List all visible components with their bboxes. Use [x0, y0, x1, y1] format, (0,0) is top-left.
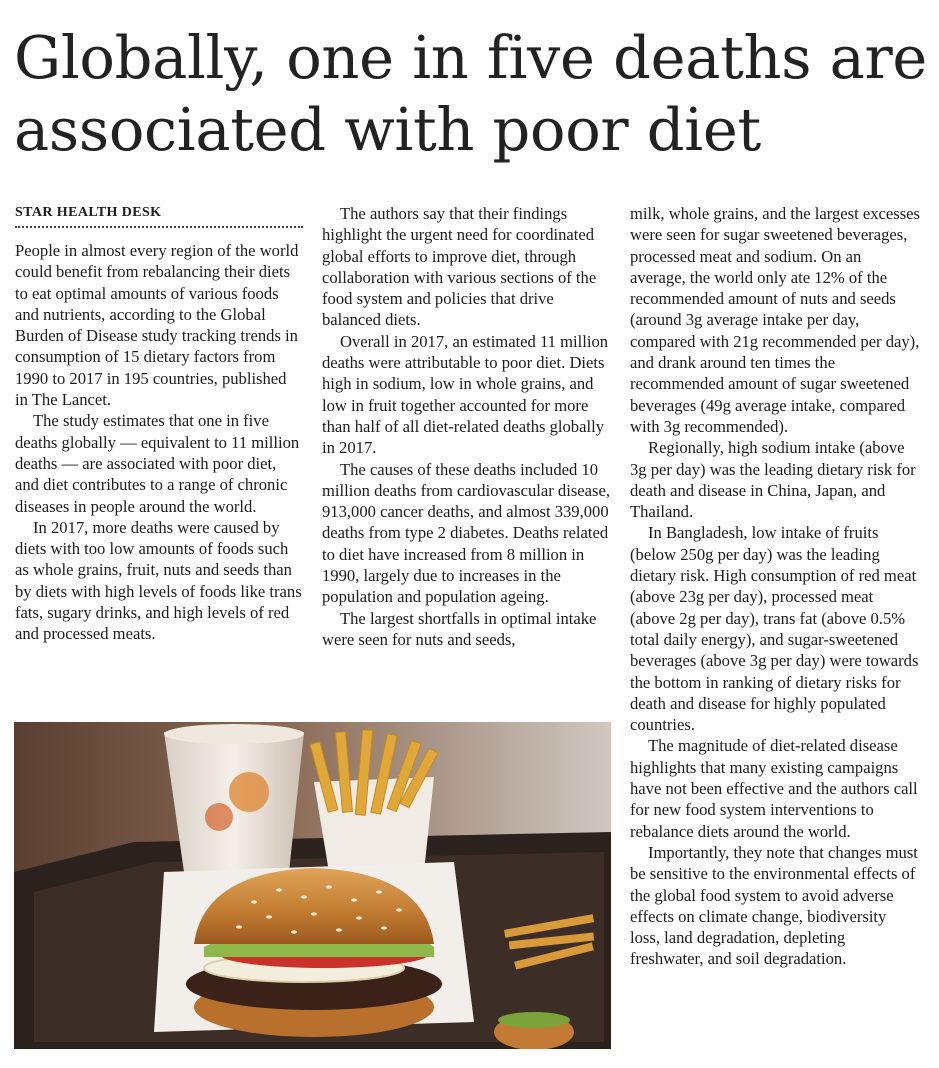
byline-divider: [15, 226, 303, 228]
paragraph: In Bangladesh, low intake of fruits (below 250g per day) was the leading dietary risk. High consumption of red meat (above 23g per day), processed meat (above 2g per day), trans fat (above 0.5% total daily energy), and sugar-sweetened beverages (above 3g per day) were towards the bottom in ranking of dietary risks for death and disease for highly populated countries.: [630, 523, 919, 735]
burger-fries-photo: [14, 722, 611, 1049]
article-column-2: [322, 203, 612, 650]
paragraph: The magnitude of diet-related disease highlights that many existing campaigns have not been effective and the authors call for new food system interventions to rebalance diets around the world.: [630, 736, 918, 841]
paragraph: The largest shortfalls in optimal intake were seen for nuts and seeds,: [322, 608, 597, 649]
paragraph: milk, whole grains, and the largest excesses were seen for sugar sweetened beverages, processed meat and sodium. On an average, the world only ate 12% of the recommended amount of nuts and seeds (around 3g average intake per day, compared with 21g recommended per day), and drank around ten times the recommended amount of sugar sweetened beverages (49g average intake, compared with 3g recommended).: [630, 204, 921, 436]
paragraph: The authors say that their findings highlight the urgent need for coordinated global efforts to improve diet, through collaboration with various sections of the food system and policies that drive balanced diets.: [322, 204, 597, 330]
paragraph: The causes of these deaths included 10 million deaths from cardiovascular disease, 913,000 cancer deaths, and almost 339,000 deaths from type 2 diabetes. Deaths related to diet have increased from 8 million in 1990, largely due to increases in the population and population ageing.: [322, 459, 610, 607]
photo-illustration: [14, 722, 611, 1049]
paragraph: The study estimates that one in five deaths globally — equivalent to 11 million deaths — are associated with poor diet, and diet contributes to a range of chronic diseases in people around the world.: [15, 411, 300, 516]
byline: STAR HEALTH DESK: [15, 205, 162, 220]
headline: Globally, one in five deaths are associated with poor diet: [14, 23, 928, 164]
paragraph: Regionally, high sodium intake (above 3g per day) was the leading dietary risk for death and disease in China, Japan, and Thailand.: [630, 438, 916, 522]
article-column-3: [630, 203, 920, 970]
paragraph: Importantly, they note that changes must be sensitive to the environmental effects of the global food system to avoid adverse effects on climate change, biodiversity loss, land degradation, depleting freshwater, and soil degradation.: [630, 842, 918, 969]
paragraph: People in almost every region of the world could benefit from rebalancing their diets to eat optimal amounts of various foods and nutrients, according to the Global Burden of Disease study tracking trends in consumption of 15 dietary factors from 1990 to 2017 in 195 countries, published in The Lancet.: [15, 241, 299, 410]
article-column-1: [15, 203, 303, 645]
paragraph: In 2017, more deaths were caused by diets with too low amounts of foods such as whole grains, fruit, nuts and seeds than by diets with high levels of foods like trans fats, sugary drinks, and high levels of red and processed meats.: [15, 517, 302, 644]
paragraph: Overall in 2017, an estimated 11 million deaths were attributable to poor diet. Diets high in sodium, low in whole grains, and low in fruit together accounted for more than half of all diet-related deaths globally in 2017.: [322, 331, 609, 458]
